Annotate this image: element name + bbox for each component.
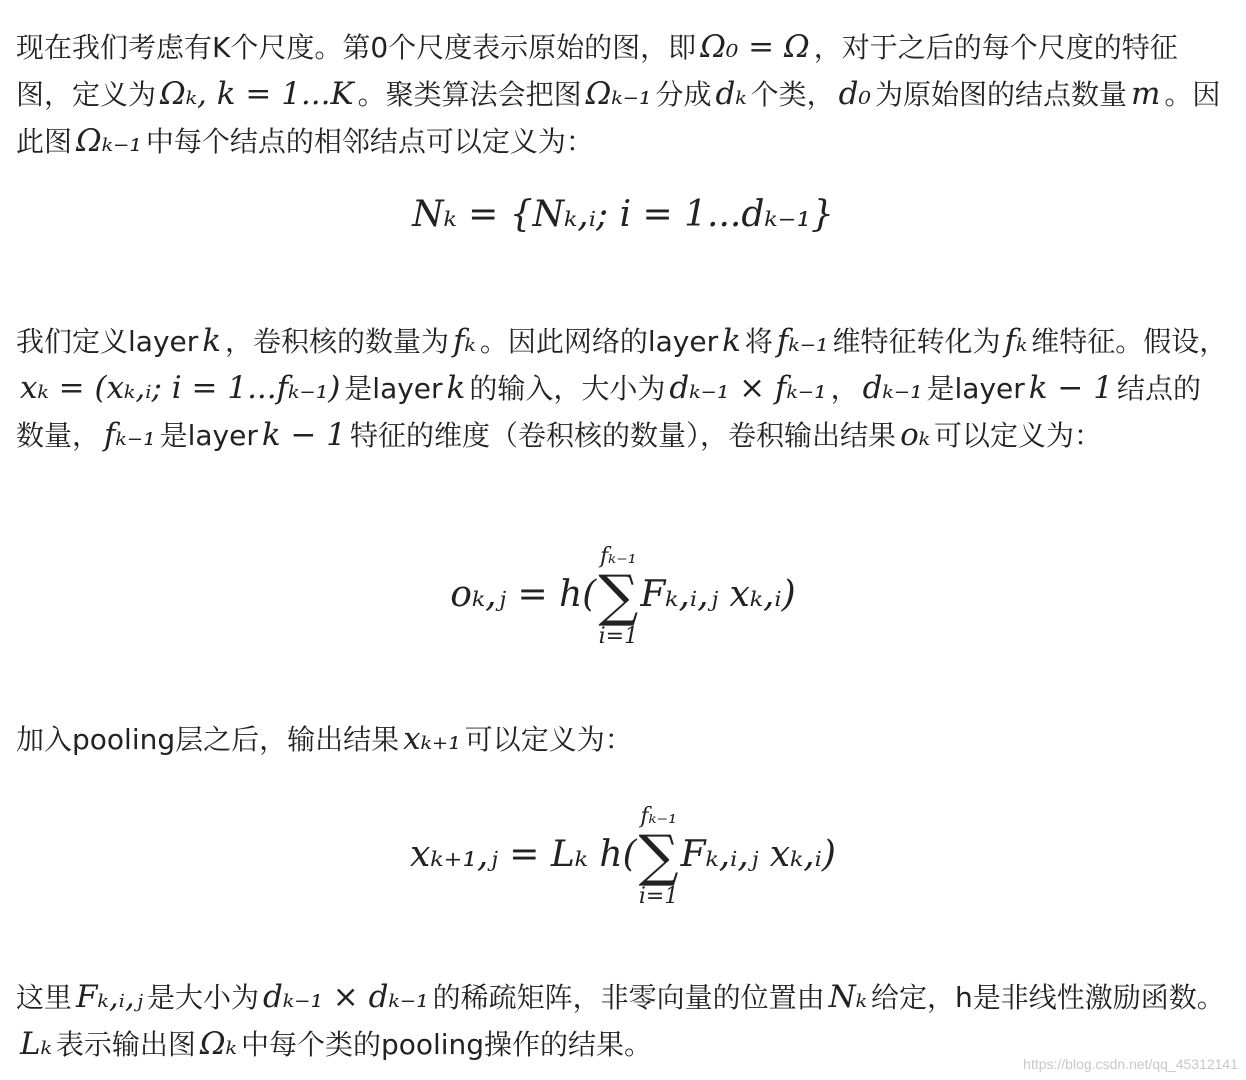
text: 分成: [655, 78, 712, 111]
paragraph-explanation: [16, 974, 1228, 1068]
summation: [639, 804, 679, 910]
text: 维特征。假设，: [1031, 325, 1228, 358]
text: 是大小为: [146, 981, 259, 1014]
text: 加入pooling层之后，输出结果: [16, 723, 400, 756]
text: 中每个结点的相邻结点可以定义为：: [145, 125, 594, 158]
summation: [598, 544, 638, 650]
text: 表示输出图: [55, 1028, 196, 1061]
math-inline: fₖ₋₁: [776, 323, 829, 359]
text: 为原始图的结点数量: [874, 78, 1127, 111]
equation-neighbors: [0, 194, 1246, 235]
text: ，: [830, 372, 859, 405]
text: 我们定义layer: [16, 325, 199, 358]
text: 给定，h是非线性激励函数。: [871, 981, 1225, 1014]
math-inline: Ω₀ = Ω: [700, 29, 810, 65]
math-inline: k − 1: [261, 417, 347, 453]
math-inline: Ωₖ: [199, 1026, 237, 1062]
text: 个类，: [750, 78, 835, 111]
text: 将: [744, 325, 773, 358]
math-inline: Fₖ,ᵢ,ⱼ: [76, 979, 143, 1015]
paragraph-pooling: [16, 716, 1228, 763]
paragraph-convolution: [16, 318, 1228, 459]
text: 的稀疏矩阵，非零向量的位置由: [432, 981, 825, 1014]
equation-rhs: Fₖ,ᵢ,ⱼ xₖ,ᵢ): [680, 834, 836, 875]
text: 中每个类的pooling操作的结果。: [240, 1028, 653, 1061]
watermark-url: https://blog.csdn.net/qq_45312141: [1023, 1056, 1238, 1072]
equation-lhs: xₖ₊₁,ⱼ = Lₖ h(: [410, 834, 637, 875]
math-inline: oₖ: [900, 417, 931, 453]
text: 这里: [16, 981, 73, 1014]
math-inline: Nₖ: [828, 979, 868, 1015]
text: ，对于之后的每个尺度的特征图，定义为: [16, 31, 1178, 111]
text: ，卷积核的数量为: [225, 325, 450, 358]
text: 是layer: [926, 372, 1025, 405]
equation-lhs: oₖ,ⱼ = h(: [450, 574, 597, 615]
math-inline: k: [446, 370, 466, 406]
sum-lower-limit: i=1: [598, 624, 639, 649]
math-inline: k: [202, 323, 222, 359]
text: 可以定义为：: [934, 419, 1103, 452]
math-inline: Ωₖ₋₁: [76, 123, 142, 159]
math-inline: fₖ: [1004, 323, 1028, 359]
math-inline: Lₖ: [20, 1026, 52, 1062]
text: 是layer: [344, 372, 443, 405]
text: 是layer: [159, 419, 258, 452]
text: 结点的数量，: [16, 372, 1201, 452]
text: 特征的维度（卷积核的数量），卷积输出结果: [350, 419, 897, 452]
text: 维特征转化为: [832, 325, 1001, 358]
sum-symbol: ∑: [638, 824, 679, 889]
sum-upper-limit: fₖ₋₁: [600, 544, 637, 569]
math-inline: k: [722, 323, 741, 359]
math-inline: Ωₖ₋₁: [585, 76, 652, 112]
math-inline: xₖ₊₁: [403, 721, 461, 757]
math-inline: fₖ: [453, 323, 476, 359]
math-inline: fₖ₋₁: [104, 417, 156, 453]
math-inline: k − 1: [1028, 370, 1113, 406]
sum-upper-limit: fₖ₋₁: [640, 804, 677, 829]
text: 。因此网络的layer: [479, 325, 719, 358]
text: 现在我们考虑有K个尺度。第0个尺度表示原始的图，即: [16, 31, 697, 64]
equation-text: Nₖ = {Nₖ,ᵢ; i = 1...dₖ₋₁}: [412, 194, 834, 235]
sum-lower-limit: i=1: [638, 884, 679, 909]
paragraph-scales: [16, 24, 1228, 165]
text: 的输入，大小为: [469, 372, 666, 405]
text: 。因此图: [16, 78, 1221, 158]
math-inline: dₖ: [715, 76, 747, 112]
sum-symbol: ∑: [598, 564, 639, 629]
math-inline: xₖ = (xₖ,ᵢ; i = 1...fₖ₋₁): [20, 370, 341, 406]
math-inline: Ωₖ, k = 1...K: [160, 76, 354, 112]
equation-conv-output: [0, 544, 1246, 650]
math-inline: dₖ₋₁ × fₖ₋₁: [669, 370, 827, 406]
math-inline: dₖ₋₁: [862, 370, 923, 406]
text: 。聚类算法会把图: [357, 78, 582, 111]
text: 可以定义为：: [464, 723, 633, 756]
equation-pooling-output: [0, 804, 1246, 910]
math-inline: d₀: [838, 76, 871, 112]
math-inline: m: [1130, 76, 1161, 112]
equation-rhs: Fₖ,ᵢ,ⱼ xₖ,ᵢ): [640, 574, 796, 615]
math-inline: dₖ₋₁ × dₖ₋₁: [262, 979, 429, 1015]
